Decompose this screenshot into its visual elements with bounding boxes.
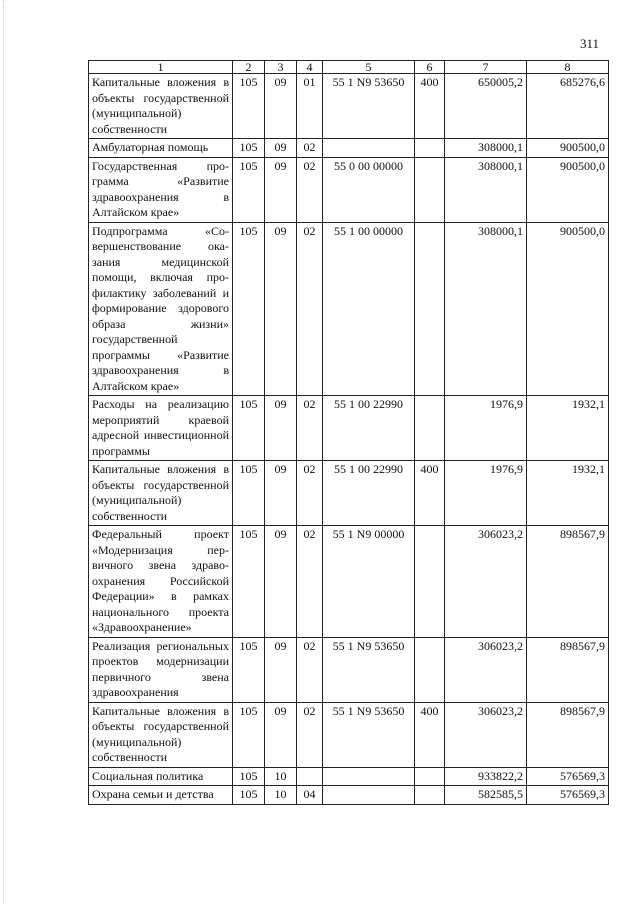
expense-type-cell xyxy=(415,786,445,805)
ministry-code-cell: 105 xyxy=(233,786,265,805)
amount-year1-cell: 308000,1 xyxy=(445,139,527,158)
expense-type-cell: 400 xyxy=(415,74,445,139)
target-article-cell: 55 1 N9 53650 xyxy=(323,637,415,702)
subsection-code-cell: 01 xyxy=(297,74,323,139)
amount-year2-cell: 900500,0 xyxy=(527,222,609,396)
amount-year1-cell: 933822,2 xyxy=(445,767,527,786)
section-code-cell: 09 xyxy=(265,396,297,461)
section-code-cell: 09 xyxy=(265,637,297,702)
amount-year2-cell: 1932,1 xyxy=(527,396,609,461)
subsection-code-cell: 02 xyxy=(297,222,323,396)
item-name-cell: Охрана семьи и детства xyxy=(89,786,233,805)
ministry-code-cell: 105 xyxy=(233,461,265,526)
subsection-code-cell: 02 xyxy=(297,526,323,638)
table-row xyxy=(89,526,609,638)
amount-year1-cell: 306023,2 xyxy=(445,702,527,767)
subsection-code-cell: 02 xyxy=(297,157,323,222)
amount-year2-cell: 898567,9 xyxy=(527,637,609,702)
page-number: 311 xyxy=(580,36,600,51)
expense-type-cell xyxy=(415,767,445,786)
subsection-code-cell: 02 xyxy=(297,461,323,526)
target-article-cell: 55 1 00 00000 xyxy=(323,222,415,396)
column-number: 4 xyxy=(297,61,323,74)
section-code-cell: 10 xyxy=(265,786,297,805)
item-name-cell: Социальная политика xyxy=(89,767,233,786)
amount-year1-cell: 306023,2 xyxy=(445,526,527,638)
section-code-cell: 09 xyxy=(265,222,297,396)
amount-year2-cell: 1932,1 xyxy=(527,461,609,526)
ministry-code-cell: 105 xyxy=(233,396,265,461)
section-code-cell: 10 xyxy=(265,767,297,786)
target-article-cell: 55 0 00 00000 xyxy=(323,157,415,222)
amount-year1-cell: 308000,1 xyxy=(445,222,527,396)
amount-year1-cell: 306023,2 xyxy=(445,637,527,702)
table-row xyxy=(89,767,609,786)
amount-year1-cell: 582585,5 xyxy=(445,786,527,805)
table-row xyxy=(89,157,609,222)
table-row xyxy=(89,702,609,767)
ministry-code-cell: 105 xyxy=(233,222,265,396)
amount-year2-cell: 685276,6 xyxy=(527,74,609,139)
section-code-cell: 09 xyxy=(265,526,297,638)
item-name-cell: Реализация региональных проектов модернизации первичного звена здравоохранения xyxy=(89,637,233,702)
column-number: 3 xyxy=(265,61,297,74)
column-number: 7 xyxy=(445,61,527,74)
amount-year2-cell: 898567,9 xyxy=(527,526,609,638)
column-number: 5 xyxy=(323,61,415,74)
scan-edge-dots xyxy=(3,0,6,904)
ministry-code-cell: 105 xyxy=(233,526,265,638)
target-article-cell: 55 1 N9 53650 xyxy=(323,74,415,139)
column-number: 6 xyxy=(415,61,445,74)
item-name-cell: Подпрограмма «Совершенствование оказания медицинской помощи, включая профилактику заболеваний и формирование здорового образа жизни» государственной программы «Развитие здравоохранения в Алтайском крае» xyxy=(89,222,233,396)
amount-year2-cell: 576569,3 xyxy=(527,767,609,786)
subsection-code-cell: 02 xyxy=(297,637,323,702)
budget-table xyxy=(88,60,609,805)
expense-type-cell xyxy=(415,139,445,158)
section-code-cell: 09 xyxy=(265,139,297,158)
amount-year2-cell: 898567,9 xyxy=(527,702,609,767)
item-name-cell: Расходы на реализацию мероприятий краевой адресной инвестиционной программы xyxy=(89,396,233,461)
amount-year1-cell: 650005,2 xyxy=(445,74,527,139)
ministry-code-cell: 105 xyxy=(233,74,265,139)
amount-year2-cell: 900500,0 xyxy=(527,157,609,222)
table-row xyxy=(89,461,609,526)
amount-year1-cell: 1976,9 xyxy=(445,461,527,526)
column-number: 8 xyxy=(527,61,609,74)
target-article-cell: 55 1 00 22990 xyxy=(323,461,415,526)
expense-type-cell xyxy=(415,526,445,638)
expense-type-cell xyxy=(415,222,445,396)
expense-type-cell xyxy=(415,157,445,222)
section-code-cell: 09 xyxy=(265,74,297,139)
item-name-cell: Амбулаторная помощь xyxy=(89,139,233,158)
table-row xyxy=(89,74,609,139)
ministry-code-cell: 105 xyxy=(233,157,265,222)
expense-type-cell xyxy=(415,637,445,702)
expense-type-cell: 400 xyxy=(415,702,445,767)
target-article-cell: 55 1 N9 00000 xyxy=(323,526,415,638)
target-article-cell xyxy=(323,786,415,805)
budget-table-body xyxy=(89,61,609,805)
subsection-code-cell: 02 xyxy=(297,139,323,158)
subsection-code-cell xyxy=(297,767,323,786)
section-code-cell: 09 xyxy=(265,461,297,526)
target-article-cell xyxy=(323,139,415,158)
table-row xyxy=(89,396,609,461)
item-name-cell: Капитальные вложения в объекты государственной (муниципальной) собственности xyxy=(89,74,233,139)
column-number: 1 xyxy=(89,61,233,74)
expense-type-cell xyxy=(415,396,445,461)
subsection-code-cell: 04 xyxy=(297,786,323,805)
amount-year1-cell: 308000,1 xyxy=(445,157,527,222)
item-name-cell: Капитальные вложения в объекты государственной (муниципальной) собственности xyxy=(89,702,233,767)
amount-year2-cell: 900500,0 xyxy=(527,139,609,158)
column-number: 2 xyxy=(233,61,265,74)
target-article-cell xyxy=(323,767,415,786)
section-code-cell: 09 xyxy=(265,157,297,222)
amount-year2-cell: 576569,3 xyxy=(527,786,609,805)
item-name-cell: Капитальные вложения в объекты государственной (муниципальной) собственности xyxy=(89,461,233,526)
table-row xyxy=(89,222,609,396)
table-row xyxy=(89,786,609,805)
ministry-code-cell: 105 xyxy=(233,702,265,767)
section-code-cell: 09 xyxy=(265,702,297,767)
target-article-cell: 55 1 00 22990 xyxy=(323,396,415,461)
expense-type-cell: 400 xyxy=(415,461,445,526)
ministry-code-cell: 105 xyxy=(233,637,265,702)
target-article-cell: 55 1 N9 53650 xyxy=(323,702,415,767)
amount-year1-cell: 1976,9 xyxy=(445,396,527,461)
column-number-row xyxy=(89,61,609,74)
subsection-code-cell: 02 xyxy=(297,396,323,461)
item-name-cell: Государственная программа «Развитие здравоохранения в Алтайском крае» xyxy=(89,157,233,222)
subsection-code-cell: 02 xyxy=(297,702,323,767)
table-row xyxy=(89,637,609,702)
ministry-code-cell: 105 xyxy=(233,139,265,158)
table-row xyxy=(89,139,609,158)
item-name-cell: Федеральный проект «Модернизация первичного звена здравоохранения Российской Федерации» в рамках национального проекта «Здравоохранение» xyxy=(89,526,233,638)
ministry-code-cell: 105 xyxy=(233,767,265,786)
